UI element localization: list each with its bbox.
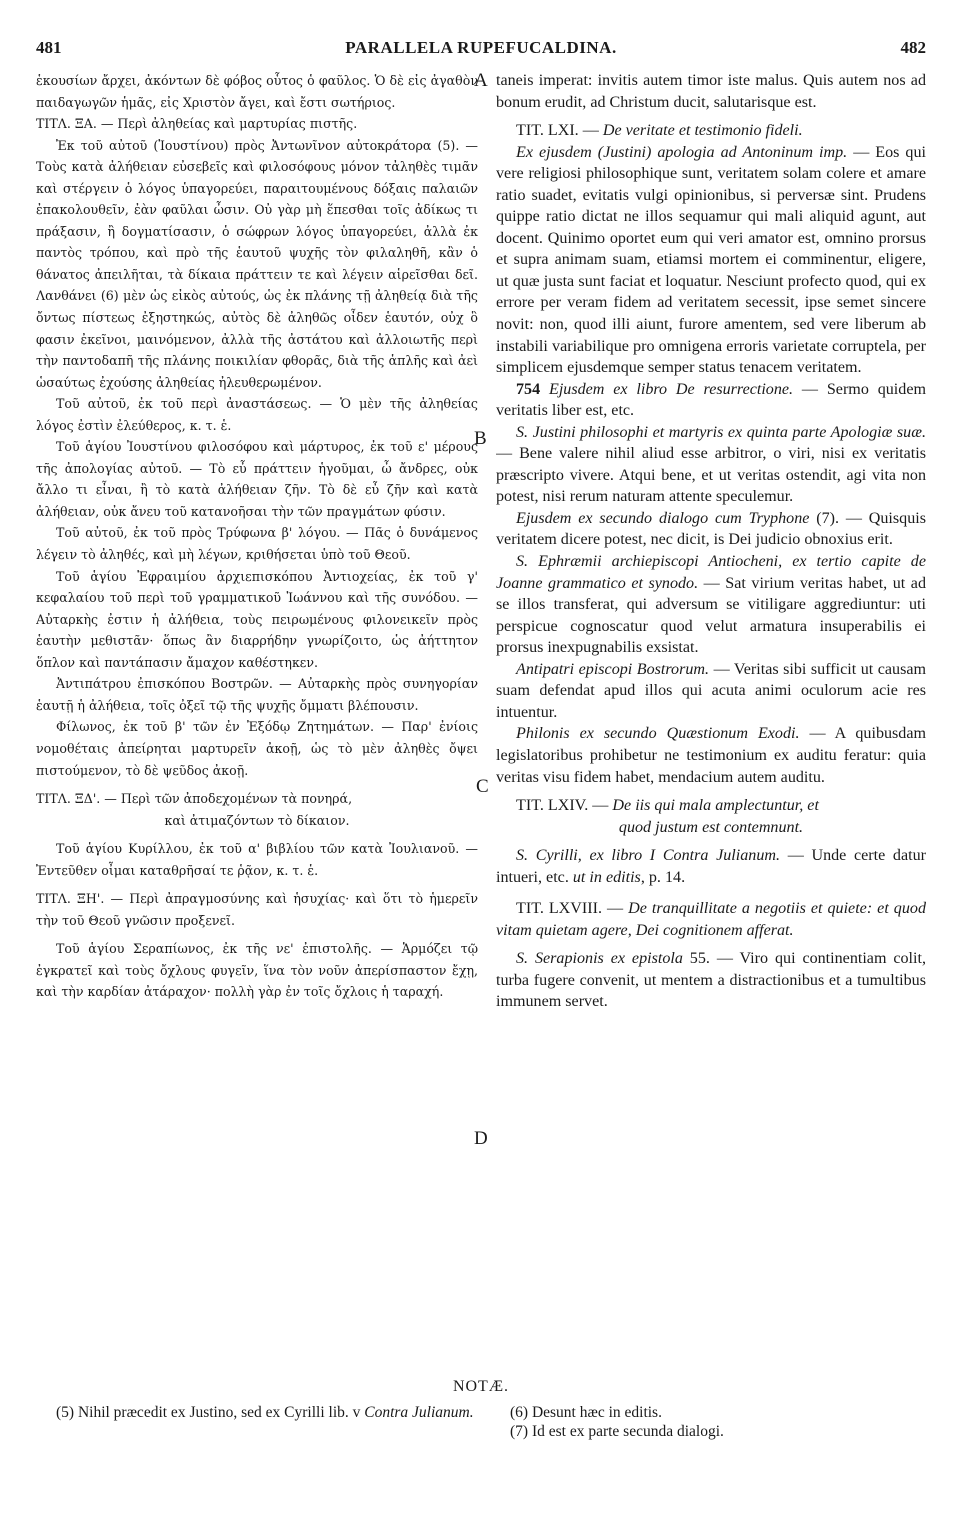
latin-title-64 <box>496 795 926 817</box>
latin-paragraph <box>496 379 926 422</box>
latin-text: — Veritas sibi sufficit ut causam suam defendat apud illos qui acuta animi oculorum acie res intuentur. <box>496 660 926 721</box>
latin-title-text: De veritate et testimonio fideli. <box>602 122 803 140</box>
latin-title-text: De iis qui mala amplectuntur, et <box>612 797 819 815</box>
latin-column <box>496 70 926 1370</box>
greek-paragraph: Φίλωνος, ἐκ τοῦ β' τῶν ἐν Ἐξόδῳ Ζητημάτων. — Παρ' ἐνίοις νομοθέταις ἀπείρηται μαρτυρεῖν ἀκοῇ, ὡς τὸ μὲν ἀληθὲς ὄψει πιστούμενον, τὸ δὲ ψεῦδος ἀκοῇ. <box>36 719 478 778</box>
greek-paragraph: Τοῦ ἁγίου Ἰουστίνου φιλοσόφου καὶ μάρτυρος, ἐκ τοῦ ε' μέρους τῆς ἀπολογίας αὐτοῦ. — Τὸ εὖ πράττειν ἡγοῦμαι, ὦ ἄνδρες, οὐκ ἄλλο τι εἶναι, ἢ τὸ κατὰ ἀλήθειαν ζῆν. Τὸ δὲ εὖ ζῆν καὶ κατὰ ἀλήθειαν, οὐκ ἄνευ τοῦ κατανοῆσαι τὴν τῶν πραγμάτων φύσιν. <box>36 439 478 519</box>
latin-source: Antipatri episcopi Bostrorum. <box>516 660 710 678</box>
greek-paragraph: ἑκουσίων ἄρχει, ἀκόντων δὲ φόβος οὗτος ὁ φαῦλος. Ὁ δὲ εἰς ἀγαθὸν παιδαγωγῶν ἡμᾶς, εἰς Χριστὸν ἄγει, καὶ ἔστι σωτήριος. <box>36 73 478 110</box>
latin-paragraph <box>496 659 926 724</box>
latin-text: — Sermo quidem veritatis liber est, etc. <box>496 380 926 420</box>
latin-source: Ejusdem ex secundo dialogo cum Tryphone <box>516 509 810 527</box>
page-number-right: 482 <box>900 38 926 57</box>
running-title: PARALLELA RUPEFUCALDINA. <box>345 38 617 57</box>
page-number-left: 481 <box>36 38 62 57</box>
greek-paragraph: Τοῦ ἁγίου Σεραπίωνος, ἐκ τῆς νε' ἐπιστολῆς. — Ἁρμόζει τῷ ἐγκρατεῖ καὶ τοὺς ὄχλους φυγεῖν, ἵνα τὸν νοῦν ἀπερίσπαστον ἔχῃ, καὶ τὴν καρδίαν ἀτάραχον· πολλὴ γὰρ ἐν τοῖς ὄχλοις ἡ ταραχή. <box>36 941 478 1000</box>
latin-paragraph <box>496 422 926 508</box>
column-number: 754 <box>516 380 541 398</box>
latin-paragraph <box>496 142 926 379</box>
notes-right <box>510 1403 930 1441</box>
notes-heading: NOTÆ. <box>452 1378 510 1395</box>
latin-source: Ex ejusdem (Justini) apologia ad Antoninum imp. <box>516 143 848 161</box>
footnote-title: Contra Julianum. <box>364 1404 474 1421</box>
latin-source: S. Ephræmii archiepiscopi Antiocheni, ex tertio capite de Joanne grammatico et synodo. <box>496 553 926 592</box>
margin-marker-c: C <box>476 776 489 797</box>
latin-paragraph: taneis imperat: invitis autem timor iste malus. Quis autem nos ad bonum erudit, ad Christum ducit, salutarisque est. <box>496 72 926 111</box>
latin-title-61 <box>496 120 926 142</box>
greek-title-68: ΤΙΤΛ. ΞΗ'. — Περὶ ἀπραγμοσύνης καὶ ἡσυχίας· καὶ ὅτι τὸ ἡμερεῖν τὴν τοῦ Θεοῦ γνῶσιν προξενεῖ. <box>36 891 478 928</box>
footnote-text: (5) Nihil præcedit ex Justino, sed ex Cyrilli lib. v <box>56 1404 365 1421</box>
latin-title-text: quod justum est contemnunt. <box>618 818 804 836</box>
greek-paragraph: Ἀντιπάτρου ἐπισκόπου Βοστρῶν. — Αὐταρκὴς πρὸς συνηγορίαν ἑαυτῇ ἡ ἀλήθεια, τοῖς ὀξεῖ τῷ τῆς ψυχῆς ὄμματι βλέπουσιν. <box>36 676 478 713</box>
latin-text: — Sat virium veritas habet, ut ad se illos transferat, qui adversum se vitiligare aggrediuntur: uti perspicue cognoscatur quod velut armatura insuperabilis ei prorsus inexpugnabilis exsistat. <box>496 574 926 657</box>
latin-source: Ejusdem ex libro De resurrectione. <box>540 380 794 398</box>
latin-text: — A quibusdam legislatoribus prohibetur ne testimonium ex auditu feratur: quia veritas visu fidem habet, mendacium autem auditu. <box>496 725 926 786</box>
greek-column <box>36 70 478 1370</box>
latin-paragraph <box>496 551 926 659</box>
margin-marker-d: D <box>474 1128 488 1149</box>
latin-title-prefix: TIT. LXIV. — <box>516 797 613 815</box>
latin-text: — Eos qui vere religiosi philosophique sunt, veritatem solam colere et amare ratio suadet, evitatis vulgi opinionibus, si perversæ sint. Prudens quippe ratio dictat ne illos sequamur qui mali aliquid agunt, aut docent. Quinimo oportet eum qui veri amator est, omnino prorsus et supra animam suam, etiamsi mortem ei comminentur, eligere, ut quæ justa sunt faciat et loquatur. Nesciunt profecto quod, qui ex errore per veram fidem ad veritatem secessit, ipse semet sincere novit: non, quod illi aiunt, furore amentem, sed vere liberum ab instabili variabilique pro omnigena erroris varietate corruptela, per simplicem ejusdemque semper status tenacem veritatem. <box>496 143 926 377</box>
latin-text: (7). — Quisquis veritatem dicere potest, nec dicit, is Dei judicio obnoxius erit. <box>496 509 926 549</box>
margin-marker-b: B <box>474 428 487 449</box>
greek-title-64: ΤΙΤΛ. ΞΔ'. — Περὶ τῶν ἀποδεχομένων τὰ πονηρά, <box>36 791 353 807</box>
greek-paragraph: Ἐκ τοῦ αὐτοῦ (Ἰουστίνου) πρὸς Ἀντωνῖνον αὐτοκράτορα (5). — Τοὺς κατὰ ἀλήθειαν εὐσεβεῖς καὶ φιλοσόφους μόνον τἀληθὲς τιμᾶν καὶ στέργειν ὁ λόγος ὑπαγορεύει, παραιτουμένους δόξαις παλαιῶν ἐπακολουθεῖν, ἐὰν φαῦλαι ὦσιν. Οὐ γὰρ μὴ ἕπεσθαι τοῖς ἀδίκως τι πράξασιν, ἢ δογματίσασιν, ὁ σώφρων λόγος ὑπαγορεύει, ἀλλὰ ἐκ παντὸς τρόπου, καὶ πρὸ τῆς ἑαυτοῦ ψυχῆς τὸν φιλαληθῆ, κἂν ὁ θάνατος ἀπειλῆται, τὰ δίκαια πράττειν τε καὶ λέγειν αἱρεῖσθαι δεῖ. Λανθάνει (6) μὲν ὡς εἰκὸς αὐτούς, ὡς ἐκ πλάνης τῇ ἀληθείᾳ διὰ τῆς ὄντως πίστεως ἐξηστηκώς, αὐτὸς δὲ ἀληθῶς οἶδεν ἑαυτόν, οὐχ ὃ φασιν ἐκεῖνοι, μαινόμενον, ἀλλὰ τῆς ἀστάτου καὶ ἀλλοιωτῆς περὶ τὴν παντοδαπῆ τῆς πλάνης ποικιλίαν φθορᾶς, διὰ τῆς ἁπλῆς καὶ ἀεὶ ὡσαύτως ἐχούσης ἀληθείας ἠλευθερωμένον. <box>36 137 478 390</box>
footnote: (7) Id est ex parte secunda dialogi. <box>510 1423 724 1440</box>
latin-editorial-note: ut in editis <box>572 868 641 886</box>
notes-left <box>36 1403 478 1422</box>
latin-source: S. Serapionis ex epistola <box>516 950 683 968</box>
latin-paragraph <box>496 845 926 888</box>
page-header <box>36 38 926 62</box>
footnote: (6) Desunt hæc in editis. <box>510 1404 662 1421</box>
footnote <box>36 1403 478 1422</box>
latin-title-64-line2 <box>496 817 926 839</box>
latin-text: — Bene valere nihil aliud esse arbitror, o viri, nisi ex veritatis præscripto vivere. Atqui bene, et ut veritas ostendit, agi vita non potest, nisi rerum naturam attente speculemur. <box>496 445 926 506</box>
latin-title-prefix: TIT. LXVIII. — <box>516 900 629 918</box>
latin-title-text: De tranquillitate a negotiis et quiete: et quod vitam quietam agere, Dei cognitionem afferat. <box>496 900 926 939</box>
latin-source: S. Cyrilli, ex libro I Contra Julianum. <box>516 847 781 865</box>
latin-text: — Unde certe datur intueri, etc. <box>496 847 926 886</box>
latin-title-68 <box>496 898 926 941</box>
greek-title-64-line2: καὶ ἀτιμαζόντων τὸ δίκαιον. <box>164 812 350 828</box>
latin-text: 55. — Viro qui continentiam colit, turba fugere convenit, ut mentem a distractionibus et a tumultibus immunem servet. <box>496 950 926 1011</box>
latin-source: Philonis ex secundo Quæstionum Exodi. <box>516 725 800 743</box>
greek-paragraph: Τοῦ αὐτοῦ, ἐκ τοῦ πρὸς Τρύφωνα β' λόγου. — Πᾶς ὁ δυνάμενος λέγειν τὸ ἀληθές, καὶ μὴ λέγων, κριθήσεται ὑπὸ τοῦ Θεοῦ. <box>36 525 478 563</box>
greek-paragraph: Τοῦ ἁγίου Κυρίλλου, ἐκ τοῦ α' βιβλίου τῶν κατὰ Ἰουλιανοῦ. — Ἐντεῦθεν οἶμαι καταθρῆσαί τε ῥᾷον, κ. τ. ἑ. <box>36 841 478 878</box>
latin-paragraph <box>496 948 926 1013</box>
latin-paragraph <box>496 508 926 551</box>
latin-text: , p. 14. <box>640 868 686 886</box>
greek-title-61: ΤΙΤΛ. ΞΑ. — Περὶ ἀληθείας καὶ μαρτυρίας πιστῆς. <box>36 116 358 132</box>
latin-source: S. Justini philosophi et martyris ex quinta parte Apologiæ suæ. <box>516 423 926 441</box>
greek-paragraph: Τοῦ ἁγίου Ἐφραιμίου ἀρχιεπισκόπου Ἀντιοχείας, ἐκ τοῦ γ' κεφαλαίου τοῦ περὶ τοῦ γραμματικοῦ Ἰωάννου καὶ τῆς συνόδου. — Αὐταρκὴς ἐστιν ἡ ἀλήθεια, τοὺς πειρωμένους φιλονεικεῖν πρὸς ἑαυτὴν μεθιστᾶν· ὅπως ἂν διαρρήδην γνωρίζοιτο, ὡς ἀήττητον ὅπλον καὶ παντάπασιν ἄμαχον καθέστηκεν. <box>36 568 478 670</box>
latin-title-prefix: TIT. LXI. — <box>516 122 603 140</box>
greek-paragraph: Τοῦ αὐτοῦ, ἐκ τοῦ περὶ ἀναστάσεως. — Ὁ μὲν τῆς ἀληθείας λόγος ἐστὶν ἐλεύθερος, κ. τ. ἑ. <box>36 396 478 433</box>
latin-paragraph <box>496 723 926 788</box>
margin-marker-a: A <box>474 70 488 91</box>
